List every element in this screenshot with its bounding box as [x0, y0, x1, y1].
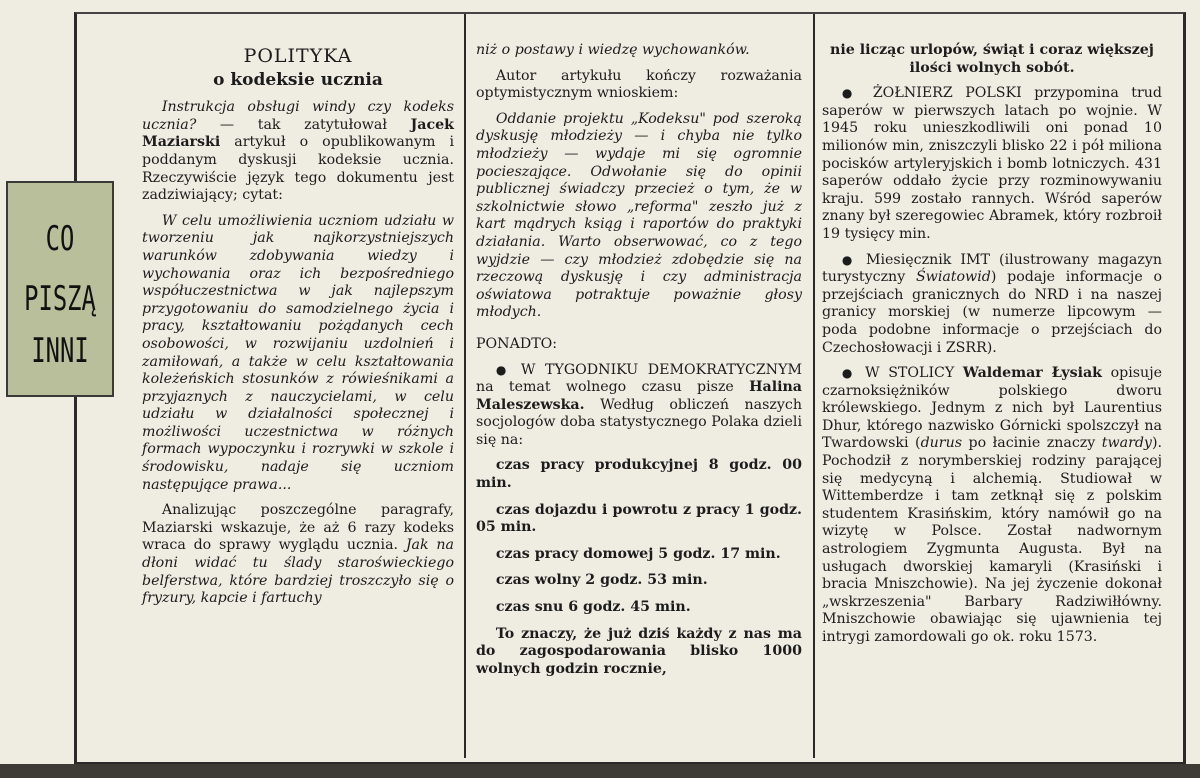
article-title: POLITYKA	[243, 45, 353, 67]
author-name: Jacek Maziarski	[142, 116, 454, 151]
stat-line: czas pracy produkcyjnej 8 godz. 00 min.	[476, 457, 802, 492]
quote-paragraph: W celu umożliwienia uczniom udziału w tworzeniu jak najkorzystniejszych warunków zdobywania wiedzy i wychowania oraz ich bezpośredniego współuczestnictwa w jak najlepszym przygotowaniu do samodzielnego życia i pracy, kształtowaniu pożądanych cech osobowości, w rozwijaniu uzdolnień i zamiłowań, a także w celu kształtowania koleżeńskich stosunków z rówieśnikami a przyjaznych z nauczycielami, w celu udziału w działalności społecznej i możliwości uczestnictwa w różnych formach wypoczynku i rozrywki w szkole i środowisku, nadaje się uczniom następujące prawa...	[142, 212, 454, 493]
article-column-2	[476, 42, 802, 687]
article-column-3	[822, 42, 1162, 655]
author-name: Halina Maleszewska.	[476, 379, 802, 413]
author-name: Waldemar Łysiak	[962, 365, 1103, 382]
bullet-item: ● W STOLICY Waldemar Łysiak opisuje czarnoksiężników polskiego dworu królewskiego. Jednym z nich był Laurentius Dhur, którego nazwisko Górnicki spolszczył na Twardowski (durus po łacinie znaczy twardy). Pochodził z norymberskiej rodziny parającej się medycyną i alchemią. Studiował w Wittemberdze i tam zetknął się z polskim studentem Krasińskim, który namówił go na wizytę w Polsce. Został nadwornym astrologiem Zygmunta Augusta. Był na usługach dworskiej kamaryli (Krasiński i bracia Mniszchowie). Na jej życzenie dokonał „wskrzeszenia" Barbary Radziwiłłówny. Mniszchowie obawiając się ujawnienia tej intrygi zamordowali go ok. roku 1573.	[822, 365, 1162, 645]
section-label-box	[6, 181, 114, 397]
scan-edge	[0, 764, 1200, 778]
stat-line: czas pracy domowej 5 godz. 17 min.	[495, 545, 781, 562]
article-column-1	[142, 20, 454, 616]
stat-line: czas wolny 2 godz. 53 min.	[495, 572, 708, 589]
conclusion-intro: Autor artykułu kończy rozważania optymistycznym wnioskiem:	[476, 67, 802, 102]
continued-text: niż o postawy i wiedzę wychowanków.	[476, 42, 750, 58]
bullet-icon: ●	[841, 86, 861, 101]
column-divider	[813, 14, 815, 758]
bullet-item: ● Miesięcznik IMT (ilustrowany magazyn turystyczny Światowid) podaje informacje o przejściach granicznych do NRD i na naszej granicy morskiej (w numerze lipcowym — poda podobne informacje o przejściach do Czechosłowacji i ZSRR).	[822, 251, 1162, 356]
time-statistics	[476, 457, 802, 678]
bullet-icon: ●	[841, 366, 857, 381]
author-quote: Oddanie projektu „Kodeksu" pod szeroką dyskusję młodzieży — i chyba nie tylko młodzieży — wydaje mi się ogromnie pocieszające. Odwołanie się do opinii publicznej świadczy przecież o tym, że w szkolnictwie słowo „reforma" zeszło już z kart mądrych ksiąg i raportów do praktyki działania. Warto obserwować, co z tego wyjdzie — czy młodzież zdobędzie się na rzeczową dyskusję i czy administracja oświatowa potraktuje poważnie głosy młodych.	[476, 110, 802, 321]
article-subtitle: o kodeksie ucznia	[213, 69, 383, 90]
column-divider	[464, 14, 466, 758]
intro-paragraph: Instrukcja obsługi windy czy kodeks ucznia? — tak zatytułował Jacek Maziarski artykuł o opublikowanym i poddanym dyskusji kodeksie ucznia. Rzeczywiście język tego dokumentu jest zadziwiający; cytat:	[142, 99, 454, 204]
section-label-line: CO	[45, 219, 75, 259]
stat-conclusion: To znaczy, że już dziś każdy z nas ma do zagospodarowania blisko 1000 wolnych godzin rocznie,	[476, 625, 802, 677]
section-label-more: PONADTO:	[476, 335, 558, 352]
analysis-paragraph: Analizując poszczególne paragrafy, Maziarski wskazuje, że aż 6 razy kodeks wraca do sprawy wyglądu ucznia. Jak na dłoni widać tu ślady staroświeckiego belferstwa, które bardziej troszczyło się o fryzury, kapcie i fartuchy	[142, 502, 454, 607]
bullet-item: ● W TYGODNIKU DEMOKRATYCZNYM na temat wolnego czasu pisze Halina Maleszewska. Według obliczeń naszych socjologów doba statystycznego Polaka dzieli się na:	[476, 361, 802, 448]
section-label-line: PISZĄ	[24, 279, 96, 319]
stat-line: czas dojazdu i powrotu z pracy 1 godz. 05 min.	[476, 501, 802, 536]
stat-line: czas snu 6 godz. 45 min.	[495, 599, 691, 616]
section-label-line: INNI	[31, 331, 89, 371]
bullet-icon: ●	[495, 362, 512, 377]
bullet-icon: ●	[841, 252, 857, 267]
bullet-item: ● ŻOŁNIERZ POLSKI przypomina trud saperów w pierwszych latach po wojnie. W 1945 roku unieszkodliwili oni ponad 10 milionów min, zniszczyli blisko 22 i pół miliona pocisków artyleryjskich i bomb lotniczych. 431 saperów oddało życie przy rozminowywaniu kraju. 599 zostało rannych. Wśród saperów znany był szeregowiec Abramek, który rozbroił 19 tysięcy min.	[822, 85, 1162, 242]
continued-text: nie licząc urlopów, świąt i coraz większej ilości wolnych sobót.	[830, 42, 1154, 76]
